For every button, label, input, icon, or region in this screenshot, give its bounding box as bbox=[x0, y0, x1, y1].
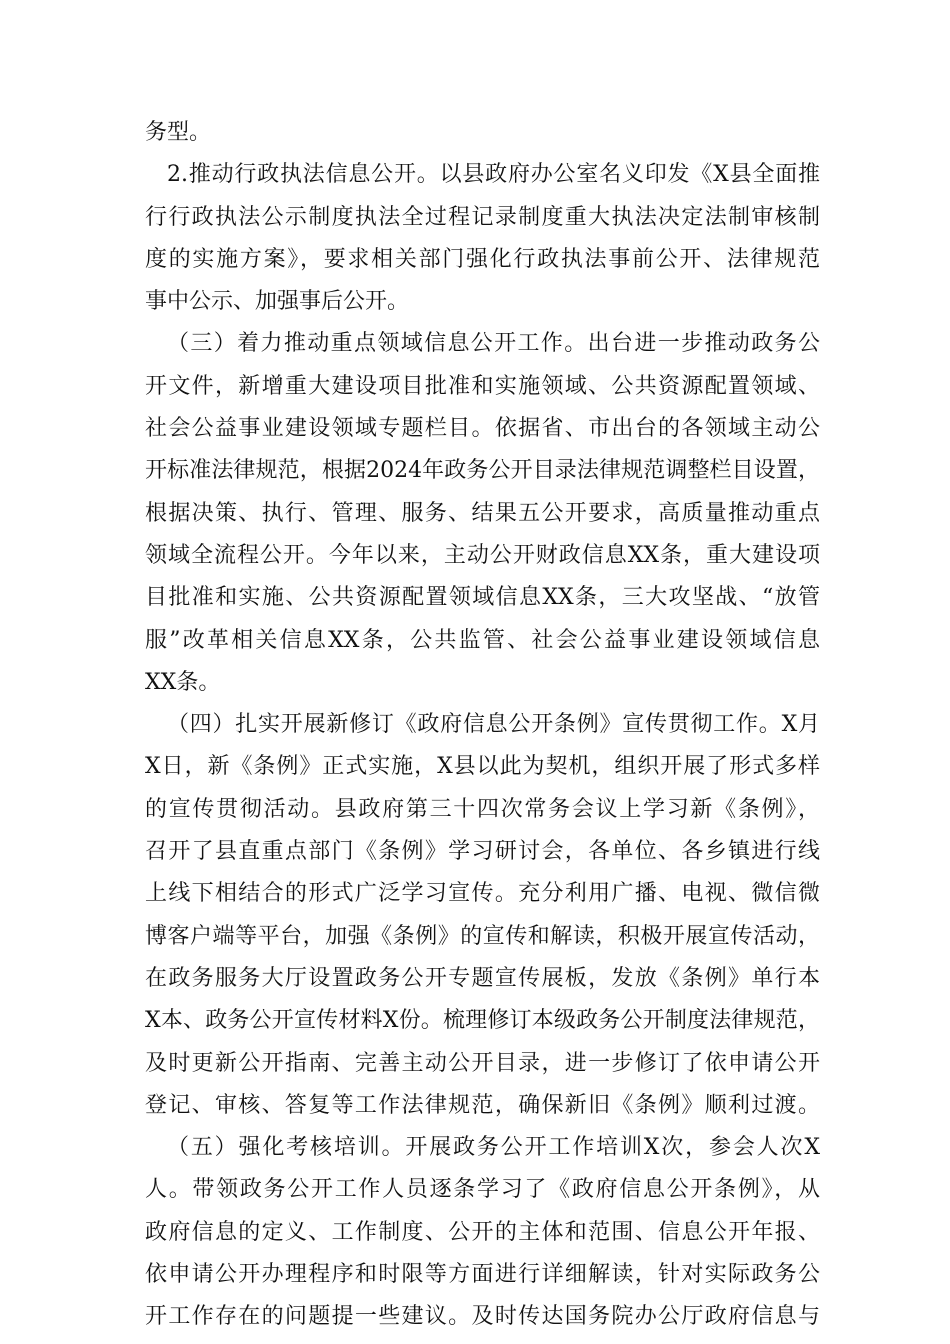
text-line: 务型。 bbox=[145, 120, 212, 145]
text-line: 服”改革相关信息XX条，公共监管、社会公益事业建设领域信息 bbox=[145, 627, 820, 653]
text-line: 上线下相结合的形式广泛学习宣传。充分利用广播、电视、微信微 bbox=[145, 881, 820, 907]
text-line: 2.推动行政执法信息公开。以县政府办公室名义印发《X县全面推 bbox=[167, 162, 820, 188]
text-line: 召开了县直重点部门《条例》学习研讨会，各单位、各乡镇进行线 bbox=[145, 839, 820, 865]
text-line: （三）着力推动重点领域信息公开工作。出台进一步推动政务公 bbox=[167, 331, 820, 357]
text-line: XX条。 bbox=[145, 669, 221, 695]
text-line: （五）强化考核培训。开展政务公开工作培训X次，参会人次X bbox=[167, 1135, 820, 1161]
text-line: （四）扎实开展新修订《政府信息公开条例》宣传贯彻工作。X月 bbox=[167, 712, 820, 738]
text-line: 行行政执法公示制度执法全过程记录制度重大执法决定法制审核制 bbox=[145, 204, 820, 230]
text-line: 事中公示、加强事后公开。 bbox=[145, 289, 410, 315]
text-line: 的宣传贯彻活动。县政府第三十四次常务会议上学习新《条例》， bbox=[145, 796, 820, 822]
text-line: 根据决策、执行、管理、服务、结果五公开要求，高质量推动重点 bbox=[145, 500, 820, 526]
text-line: 开工作存在的问题提一些建议。及时传达国务院办公厅政府信息与 bbox=[145, 1304, 820, 1330]
text-line: 博客户端等平台，加强《条例》的宣传和解读，积极开展宣传活动， bbox=[145, 923, 820, 949]
text-line: 开标准法律规范，根据2024年政务公开目录法律规范调整栏目设置， bbox=[145, 458, 820, 484]
text-line: 度的实施方案》，要求相关部门强化行政执法事前公开、法律规范 bbox=[145, 246, 820, 272]
text-line: X日，新《条例》正式实施，X县以此为契机，组织开展了形式多样 bbox=[145, 754, 820, 780]
document-body bbox=[145, 112, 820, 1339]
text-line: 在政务服务大厅设置政务公开专题宣传展板，发放《条例》单行本 bbox=[145, 965, 820, 991]
text-line: 依申请公开办理程序和时限等方面进行详细解读，针对实际政务公 bbox=[145, 1262, 820, 1288]
text-line: 及时更新公开指南、完善主动公开目录，进一步修订了依申请公开 bbox=[145, 1050, 820, 1076]
text-line: 人。带领政务公开工作人员逐条学习了《政府信息公开条例》，从 bbox=[145, 1177, 820, 1203]
text-line: 社会公益事业建设领域专题栏目。依据省、市出台的各领域主动公 bbox=[145, 416, 820, 442]
text-line: 登记、审核、答复等工作法律规范，确保新旧《条例》顺利过渡。 bbox=[145, 1092, 820, 1118]
text-line: 开文件，新增重大建设项目批准和实施领域、公共资源配置领域、 bbox=[145, 373, 820, 399]
text-line: X本、政务公开宣传材料X份。梳理修订本级政务公开制度法律规范， bbox=[145, 1008, 820, 1034]
text-line: 政府信息的定义、工作制度、公开的主体和范围、信息公开年报、 bbox=[145, 1219, 820, 1245]
text-line: 目批准和实施、公共资源配置领域信息XX条，三大攻坚战、“放管 bbox=[145, 585, 820, 611]
text-line: 领域全流程公开。今年以来，主动公开财政信息XX条，重大建设项 bbox=[145, 542, 820, 568]
